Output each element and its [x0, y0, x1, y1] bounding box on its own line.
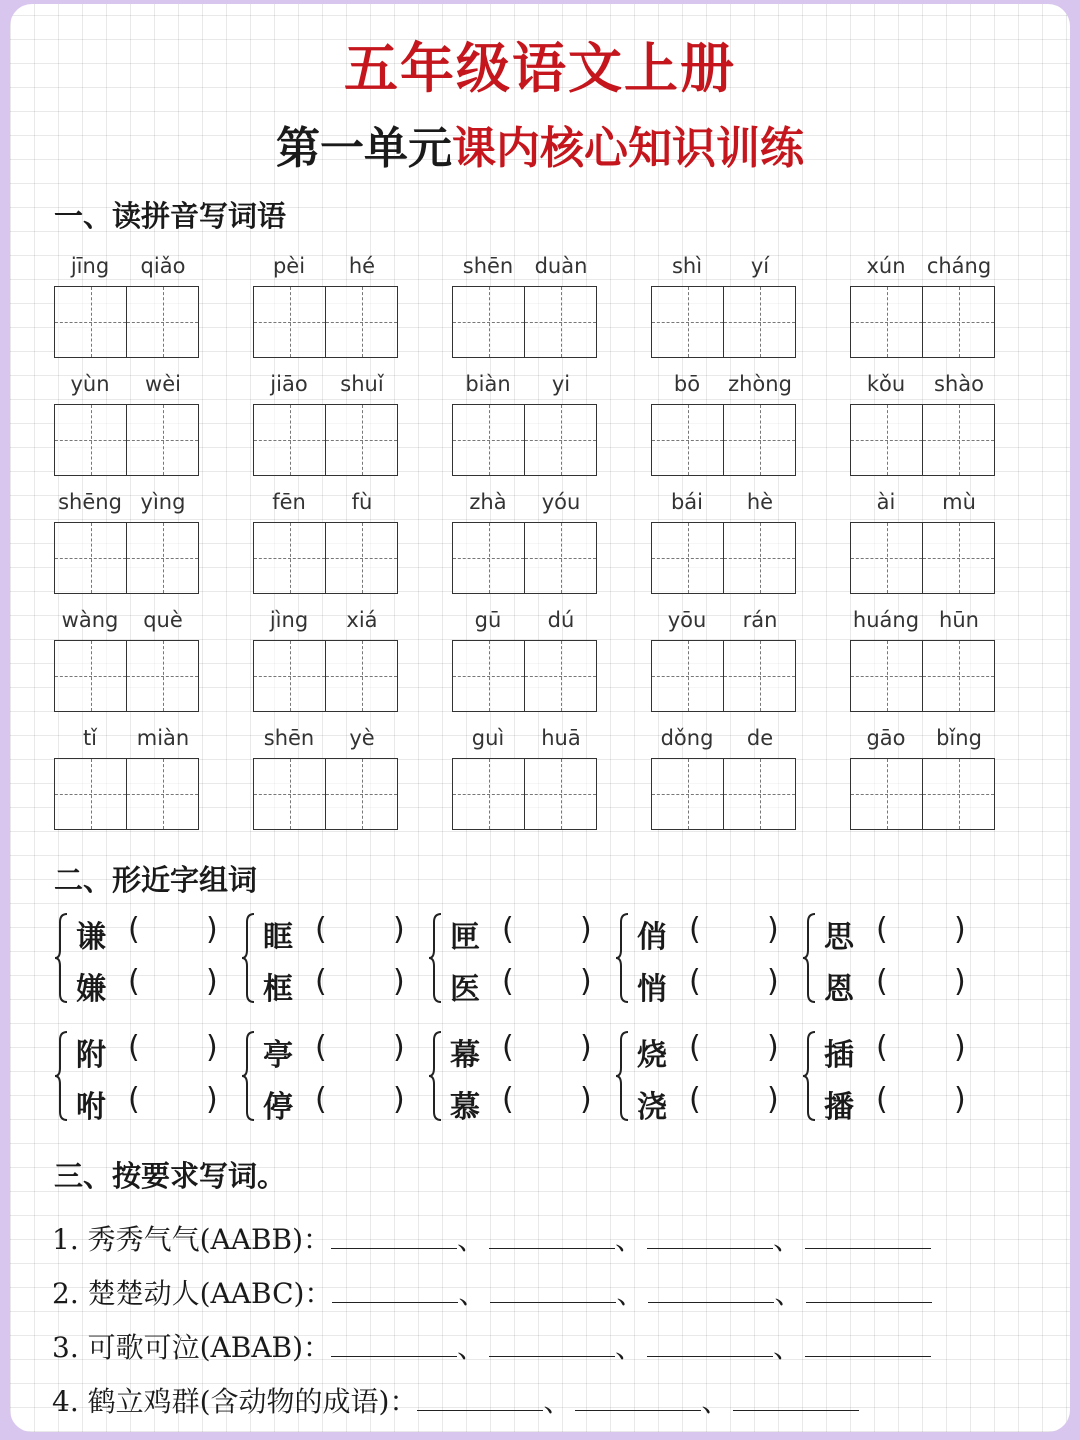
similar-char: 思 — [824, 920, 854, 955]
similar-char: 亭 — [263, 1038, 293, 1073]
writing-box[interactable] — [850, 286, 923, 358]
pinyin-word-item — [651, 490, 797, 608]
writing-box[interactable] — [923, 286, 995, 358]
char-word-line — [76, 912, 240, 955]
writing-box[interactable] — [452, 404, 525, 476]
similar-char: 插 — [824, 1038, 854, 1073]
writing-box[interactable] — [525, 522, 597, 594]
pinyin-syllable: miàn — [136, 726, 190, 750]
pinyin-word-item — [253, 726, 399, 844]
pinyin-syllable: yè — [349, 726, 375, 750]
pinyin-syllable: huā — [541, 726, 581, 750]
writing-box[interactable] — [54, 640, 127, 712]
char-pair-group — [802, 908, 988, 1008]
writing-box[interactable] — [452, 522, 525, 594]
pinyin-syllable: shēn — [263, 726, 315, 750]
answer-blank[interactable] — [489, 1224, 615, 1249]
char-word-line — [450, 964, 614, 1007]
char-pair-group — [615, 908, 801, 1008]
similar-char: 眶 — [263, 920, 293, 955]
similar-char: 停 — [263, 1090, 293, 1125]
writing-boxes — [54, 522, 200, 594]
char-word-line — [824, 964, 988, 1007]
char-pair-group — [54, 1026, 240, 1126]
pinyin-syllable: ài — [876, 490, 896, 514]
answer-blank[interactable] — [417, 1386, 543, 1411]
writing-box[interactable] — [253, 522, 326, 594]
char-word-line — [824, 1030, 988, 1073]
pinyin-syllable: jīng — [70, 254, 110, 278]
pinyin-syllable: jiāo — [270, 372, 308, 396]
pinyin-syllable: dǒng — [660, 726, 714, 750]
open-paren[interactable]: ( — [315, 964, 327, 999]
pinyin-word-item — [452, 490, 598, 608]
writing-box[interactable] — [850, 640, 923, 712]
pinyin-syllable: hūn — [939, 608, 979, 632]
section-pinyin-heading: 一、读拼音写词语 — [54, 199, 287, 233]
writing-boxes — [253, 522, 399, 594]
writing-box[interactable] — [651, 522, 724, 594]
writing-box[interactable] — [452, 640, 525, 712]
close-paren: ) — [767, 912, 779, 947]
worksheet-page — [10, 4, 1070, 1432]
close-paren: ) — [580, 964, 592, 999]
close-paren: ) — [393, 964, 405, 999]
close-paren: ) — [767, 1030, 779, 1065]
answer-blank[interactable] — [575, 1386, 701, 1411]
close-paren: ) — [954, 912, 966, 947]
writing-box[interactable] — [850, 758, 923, 830]
left-brace-icon — [615, 1026, 631, 1126]
pinyin-word-item — [54, 372, 200, 490]
similar-char: 播 — [824, 1090, 854, 1125]
char-word-line — [450, 1082, 614, 1125]
writing-boxes — [452, 286, 598, 358]
writing-box[interactable] — [651, 404, 724, 476]
question-line — [52, 1272, 932, 1312]
pinyin-syllable: què — [143, 608, 183, 632]
answer-blank[interactable] — [648, 1278, 774, 1303]
close-paren: ) — [954, 964, 966, 999]
pinyin-syllable: yi — [551, 372, 571, 396]
pinyin-word-item — [54, 726, 200, 844]
pinyin-syllable: hé — [348, 254, 376, 278]
writing-boxes — [651, 640, 797, 712]
open-paren[interactable]: ( — [128, 912, 140, 947]
writing-boxes — [253, 640, 399, 712]
answer-blank[interactable] — [332, 1278, 458, 1303]
pinyin-word-item — [850, 726, 996, 844]
open-paren[interactable]: ( — [315, 912, 327, 947]
pinyin-syllable: wàng — [61, 608, 119, 632]
char-word-line — [76, 1030, 240, 1073]
pinyin-syllable: jìng — [269, 608, 309, 632]
writing-box[interactable] — [525, 286, 597, 358]
pinyin-syllable: dú — [547, 608, 575, 632]
similar-char: 附 — [76, 1038, 106, 1073]
left-brace-icon — [428, 908, 444, 1008]
left-brace-icon — [802, 1026, 818, 1126]
char-word-line — [263, 1082, 427, 1125]
pinyin-syllable: huáng — [852, 608, 920, 632]
open-paren[interactable]: ( — [502, 1030, 514, 1065]
close-paren: ) — [580, 1030, 592, 1065]
pinyin-word-item — [651, 254, 797, 372]
pinyin-word-item — [54, 254, 200, 372]
section-write-words-heading: 三、按要求写词。 — [54, 1159, 287, 1193]
separator: 、 — [457, 1223, 486, 1256]
pinyin-syllable: biàn — [465, 372, 511, 396]
pinyin-syllable: duàn — [534, 254, 588, 278]
open-paren[interactable]: ( — [502, 964, 514, 999]
pinyin-syllable: pèi — [272, 254, 306, 278]
similar-char: 幕 — [450, 1038, 480, 1073]
writing-box[interactable] — [452, 758, 525, 830]
close-paren: ) — [393, 1030, 405, 1065]
writing-box[interactable] — [253, 286, 326, 358]
pinyin-syllable: wèi — [145, 372, 181, 396]
open-paren[interactable]: ( — [689, 912, 701, 947]
separator: 、 — [543, 1385, 572, 1418]
writing-box[interactable] — [253, 758, 326, 830]
char-pair-group — [615, 1026, 801, 1126]
answer-blank[interactable] — [331, 1332, 457, 1357]
close-paren: ) — [393, 912, 405, 947]
char-word-line — [637, 964, 801, 1007]
pinyin-word-item — [54, 490, 200, 608]
writing-boxes — [253, 286, 399, 358]
separator: 、 — [458, 1277, 487, 1310]
open-paren[interactable]: ( — [128, 964, 140, 999]
writing-box[interactable] — [923, 640, 995, 712]
writing-box[interactable] — [525, 640, 597, 712]
writing-boxes — [54, 640, 200, 712]
char-word-line — [263, 1030, 427, 1073]
pinyin-word-item — [651, 726, 797, 844]
close-paren: ) — [954, 1082, 966, 1117]
writing-box[interactable] — [525, 404, 597, 476]
left-brace-icon — [615, 908, 631, 1008]
separator: 、 — [616, 1277, 645, 1310]
writing-boxes — [850, 404, 996, 476]
separator: 、 — [773, 1223, 802, 1256]
pinyin-word-item — [452, 608, 598, 726]
pinyin-syllable: de — [746, 726, 774, 750]
open-paren[interactable]: ( — [315, 1030, 327, 1065]
pinyin-word-item — [452, 726, 598, 844]
pinyin-word-item — [253, 608, 399, 726]
pinyin-word-item — [850, 608, 996, 726]
similar-char: 谦 — [76, 920, 106, 955]
char-word-line — [637, 912, 801, 955]
open-paren[interactable]: ( — [876, 964, 888, 999]
left-brace-icon — [241, 1026, 257, 1126]
similar-char: 烧 — [637, 1038, 667, 1073]
pinyin-syllable: guì — [471, 726, 505, 750]
answer-blank[interactable] — [805, 1332, 931, 1357]
pinyin-syllable: shēn — [462, 254, 514, 278]
writing-box[interactable] — [127, 404, 199, 476]
writing-boxes — [651, 404, 797, 476]
writing-box[interactable] — [127, 286, 199, 358]
similar-char: 浇 — [637, 1090, 667, 1125]
page-title: 五年级语文上册 — [344, 36, 736, 100]
pinyin-syllable: shuǐ — [340, 372, 384, 396]
pinyin-syllable: mù — [942, 490, 976, 514]
pinyin-syllable: yóu — [541, 490, 581, 514]
close-paren: ) — [580, 912, 592, 947]
pinyin-word-item — [452, 254, 598, 372]
writing-box[interactable] — [724, 522, 796, 594]
similar-char: 匣 — [450, 920, 480, 955]
writing-boxes — [452, 758, 598, 830]
similar-char: 俏 — [637, 920, 667, 955]
writing-box[interactable] — [326, 640, 398, 712]
writing-boxes — [651, 758, 797, 830]
writing-boxes — [850, 522, 996, 594]
pinyin-syllable: qiǎo — [140, 254, 186, 278]
close-paren: ) — [206, 964, 218, 999]
pinyin-word-item — [253, 254, 399, 372]
open-paren[interactable]: ( — [315, 1082, 327, 1117]
answer-blank[interactable] — [647, 1332, 773, 1357]
close-paren: ) — [206, 1030, 218, 1065]
char-word-line — [824, 912, 988, 955]
writing-box[interactable] — [923, 522, 995, 594]
writing-box[interactable] — [651, 286, 724, 358]
separator: 、 — [615, 1331, 644, 1364]
writing-boxes — [253, 758, 399, 830]
char-pair-group — [54, 908, 240, 1008]
char-word-line — [637, 1082, 801, 1125]
pinyin-word-item — [651, 608, 797, 726]
pinyin-syllable: bō — [673, 372, 701, 396]
question-label: 2. 楚楚动人(AABC)： — [52, 1277, 333, 1310]
writing-box[interactable] — [54, 522, 127, 594]
separator: 、 — [774, 1277, 803, 1310]
char-pair-group — [428, 1026, 614, 1126]
pinyin-word-item — [452, 372, 598, 490]
pinyin-word-item — [850, 254, 996, 372]
question-line — [52, 1380, 859, 1420]
pinyin-syllable: zhà — [469, 490, 507, 514]
char-pair-group — [241, 1026, 427, 1126]
close-paren: ) — [206, 1082, 218, 1117]
open-paren[interactable]: ( — [876, 1030, 888, 1065]
close-paren: ) — [954, 1030, 966, 1065]
answer-blank[interactable] — [806, 1278, 932, 1303]
writing-box[interactable] — [724, 286, 796, 358]
pinyin-syllable: xiá — [346, 608, 378, 632]
pinyin-syllable: fù — [351, 490, 373, 514]
char-word-line — [637, 1030, 801, 1073]
close-paren: ) — [393, 1082, 405, 1117]
writing-boxes — [850, 640, 996, 712]
char-pair-group — [428, 908, 614, 1008]
answer-blank[interactable] — [733, 1386, 859, 1411]
pinyin-syllable: tǐ — [82, 726, 98, 750]
open-paren[interactable]: ( — [689, 964, 701, 999]
pinyin-syllable: cháng — [926, 254, 992, 278]
char-pair-group — [241, 908, 427, 1008]
pinyin-word-item — [850, 490, 996, 608]
writing-box[interactable] — [724, 758, 796, 830]
writing-boxes — [651, 286, 797, 358]
left-brace-icon — [802, 908, 818, 1008]
separator: 、 — [701, 1385, 730, 1418]
pinyin-syllable: gū — [474, 608, 502, 632]
separator: 、 — [457, 1331, 486, 1364]
pinyin-word-item — [253, 490, 399, 608]
pinyin-syllable: yìng — [140, 490, 186, 514]
pinyin-syllable: bǐng — [936, 726, 982, 750]
writing-boxes — [452, 404, 598, 476]
writing-box[interactable] — [850, 404, 923, 476]
writing-boxes — [54, 758, 200, 830]
writing-box[interactable] — [923, 758, 995, 830]
question-line — [52, 1326, 931, 1366]
section-similar-chars-heading: 二、形近字组词 — [54, 863, 258, 897]
writing-box[interactable] — [54, 404, 127, 476]
pinyin-syllable: shì — [671, 254, 703, 278]
writing-box[interactable] — [724, 640, 796, 712]
writing-box[interactable] — [253, 640, 326, 712]
writing-box[interactable] — [651, 640, 724, 712]
similar-char: 慕 — [450, 1090, 480, 1125]
open-paren[interactable]: ( — [502, 912, 514, 947]
left-brace-icon — [428, 1026, 444, 1126]
question-line — [52, 1218, 931, 1258]
answer-blank[interactable] — [489, 1332, 615, 1357]
pinyin-word-item — [651, 372, 797, 490]
writing-boxes — [54, 404, 200, 476]
writing-boxes — [850, 758, 996, 830]
writing-box[interactable] — [127, 522, 199, 594]
pinyin-syllable: shào — [934, 372, 984, 396]
open-paren[interactable]: ( — [128, 1030, 140, 1065]
answer-blank[interactable] — [647, 1224, 773, 1249]
separator: 、 — [615, 1223, 644, 1256]
writing-box[interactable] — [326, 286, 398, 358]
close-paren: ) — [767, 964, 779, 999]
answer-blank[interactable] — [490, 1278, 616, 1303]
char-word-line — [76, 1082, 240, 1125]
char-pair-group — [802, 1026, 988, 1126]
left-brace-icon — [241, 908, 257, 1008]
writing-boxes — [452, 522, 598, 594]
char-word-line — [263, 912, 427, 955]
writing-box[interactable] — [850, 522, 923, 594]
answer-blank[interactable] — [805, 1224, 931, 1249]
writing-box[interactable] — [724, 404, 796, 476]
pinyin-syllable: yùn — [70, 372, 110, 396]
writing-box[interactable] — [651, 758, 724, 830]
writing-box[interactable] — [525, 758, 597, 830]
separator: 、 — [773, 1331, 802, 1364]
pinyin-syllable: zhòng — [728, 372, 792, 396]
writing-boxes — [651, 522, 797, 594]
writing-boxes — [452, 640, 598, 712]
pinyin-syllable: hè — [746, 490, 774, 514]
open-paren[interactable]: ( — [689, 1030, 701, 1065]
close-paren: ) — [206, 912, 218, 947]
writing-boxes — [850, 286, 996, 358]
question-label: 3. 可歌可泣(ABAB)： — [52, 1331, 332, 1364]
open-paren[interactable]: ( — [128, 1082, 140, 1117]
writing-boxes — [54, 286, 200, 358]
answer-blank[interactable] — [331, 1224, 457, 1249]
pinyin-word-item — [253, 372, 399, 490]
pinyin-syllable: fēn — [272, 490, 306, 514]
similar-char: 医 — [450, 972, 480, 1007]
char-word-line — [824, 1082, 988, 1125]
page-subtitle — [10, 112, 1070, 176]
pinyin-syllable: kǒu — [866, 372, 906, 396]
pinyin-syllable: rán — [742, 608, 778, 632]
char-word-line — [450, 1030, 614, 1073]
pinyin-syllable: yōu — [667, 608, 707, 632]
left-brace-icon — [54, 908, 70, 1008]
subtitle-unit: 第一单元 — [276, 123, 452, 174]
writing-box[interactable] — [923, 404, 995, 476]
pinyin-syllable: xún — [866, 254, 906, 278]
similar-char: 嫌 — [76, 972, 106, 1007]
similar-char: 悄 — [637, 972, 667, 1007]
pinyin-syllable: gāo — [866, 726, 906, 750]
char-word-line — [450, 912, 614, 955]
writing-box[interactable] — [326, 522, 398, 594]
pinyin-syllable: shēng — [58, 490, 122, 514]
writing-box[interactable] — [326, 404, 398, 476]
question-label: 4. 鹤立鸡群(含动物的成语)： — [52, 1385, 418, 1418]
writing-box[interactable] — [54, 286, 127, 358]
open-paren[interactable]: ( — [876, 912, 888, 947]
pinyin-syllable: bái — [670, 490, 704, 514]
open-paren[interactable]: ( — [502, 1082, 514, 1117]
open-paren[interactable]: ( — [876, 1082, 888, 1117]
similar-char: 框 — [263, 972, 293, 1007]
writing-box[interactable] — [127, 640, 199, 712]
question-label: 1. 秀秀气气(AABB)： — [52, 1223, 332, 1256]
similar-char: 恩 — [824, 972, 854, 1007]
pinyin-syllable: yí — [750, 254, 770, 278]
close-paren: ) — [580, 1082, 592, 1117]
writing-box[interactable] — [54, 758, 127, 830]
char-word-line — [263, 964, 427, 1007]
writing-boxes — [253, 404, 399, 476]
writing-box[interactable] — [253, 404, 326, 476]
similar-char: 咐 — [76, 1090, 106, 1125]
close-paren: ) — [767, 1082, 779, 1117]
open-paren[interactable]: ( — [689, 1082, 701, 1117]
writing-box[interactable] — [452, 286, 525, 358]
left-brace-icon — [54, 1026, 70, 1126]
writing-box[interactable] — [127, 758, 199, 830]
writing-box[interactable] — [326, 758, 398, 830]
subtitle-topic: 课内核心知识训练 — [452, 123, 804, 174]
pinyin-word-item — [850, 372, 996, 490]
pinyin-word-item — [54, 608, 200, 726]
char-word-line — [76, 964, 240, 1007]
